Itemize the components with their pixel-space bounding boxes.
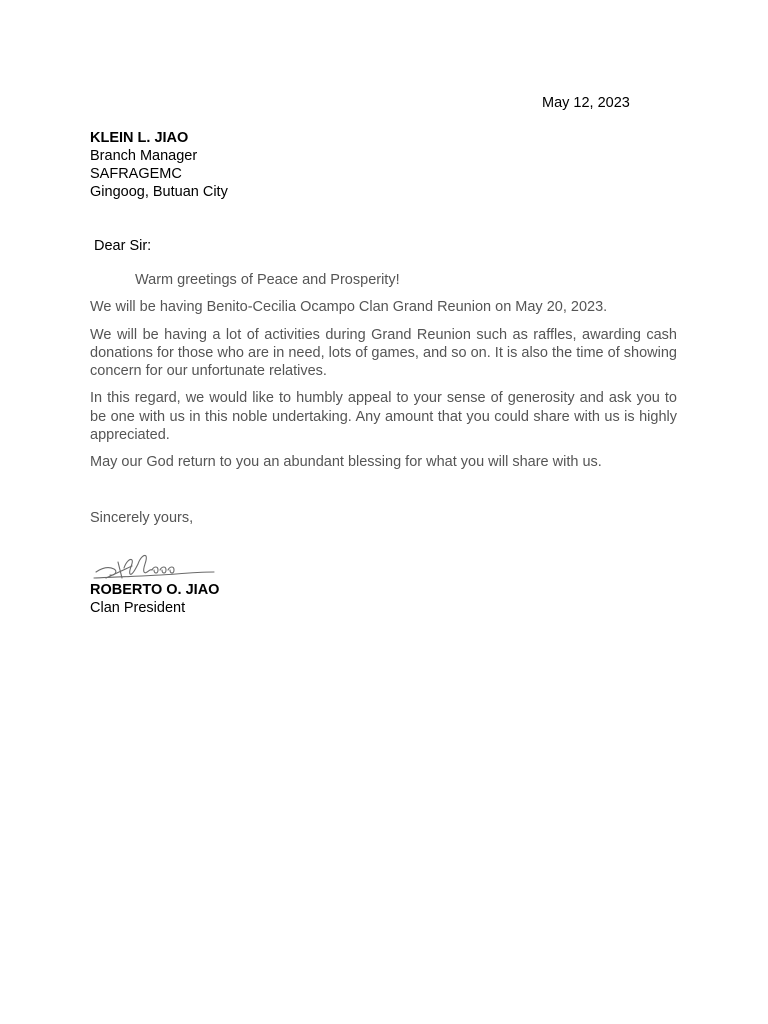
recipient-name: KLEIN L. JIAO	[90, 130, 189, 146]
signer-title: Clan President	[90, 600, 186, 616]
recipient-block	[90, 129, 390, 201]
greeting-paragraph: Warm greetings of Peace and Prosperity!	[135, 272, 400, 288]
letter-body	[90, 271, 677, 481]
letter-date: May 12, 2023	[542, 95, 630, 111]
body-paragraph: In this regard, we would like to humbly appeal to your sense of generosity and ask you to be one with us in this noble undertaking. Any amount that you could share with us is highly appreciated.	[90, 390, 677, 444]
recipient-title: Branch Manager	[90, 148, 198, 164]
salutation: Dear Sir:	[94, 238, 152, 254]
body-paragraph: We will be having a lot of activities during Grand Reunion such as raffles, awarding cash donations for those who are in need, lots of games, and so on. It is also the time of showing concern for our unfortunate relatives.	[90, 326, 677, 380]
closing: Sincerely yours,	[90, 510, 194, 526]
signer-block	[90, 581, 390, 617]
recipient-location: Gingoog, Butuan City	[90, 184, 228, 200]
recipient-organization: SAFRAGEMC	[90, 166, 182, 182]
body-paragraph: May our God return to you an abundant blessing for what you will share with us.	[90, 454, 602, 471]
body-paragraph: We will be having Benito-Cecilia Ocampo Clan Grand Reunion on May 20, 2023.	[90, 299, 608, 316]
signer-name: ROBERTO O. JIAO	[90, 582, 220, 598]
